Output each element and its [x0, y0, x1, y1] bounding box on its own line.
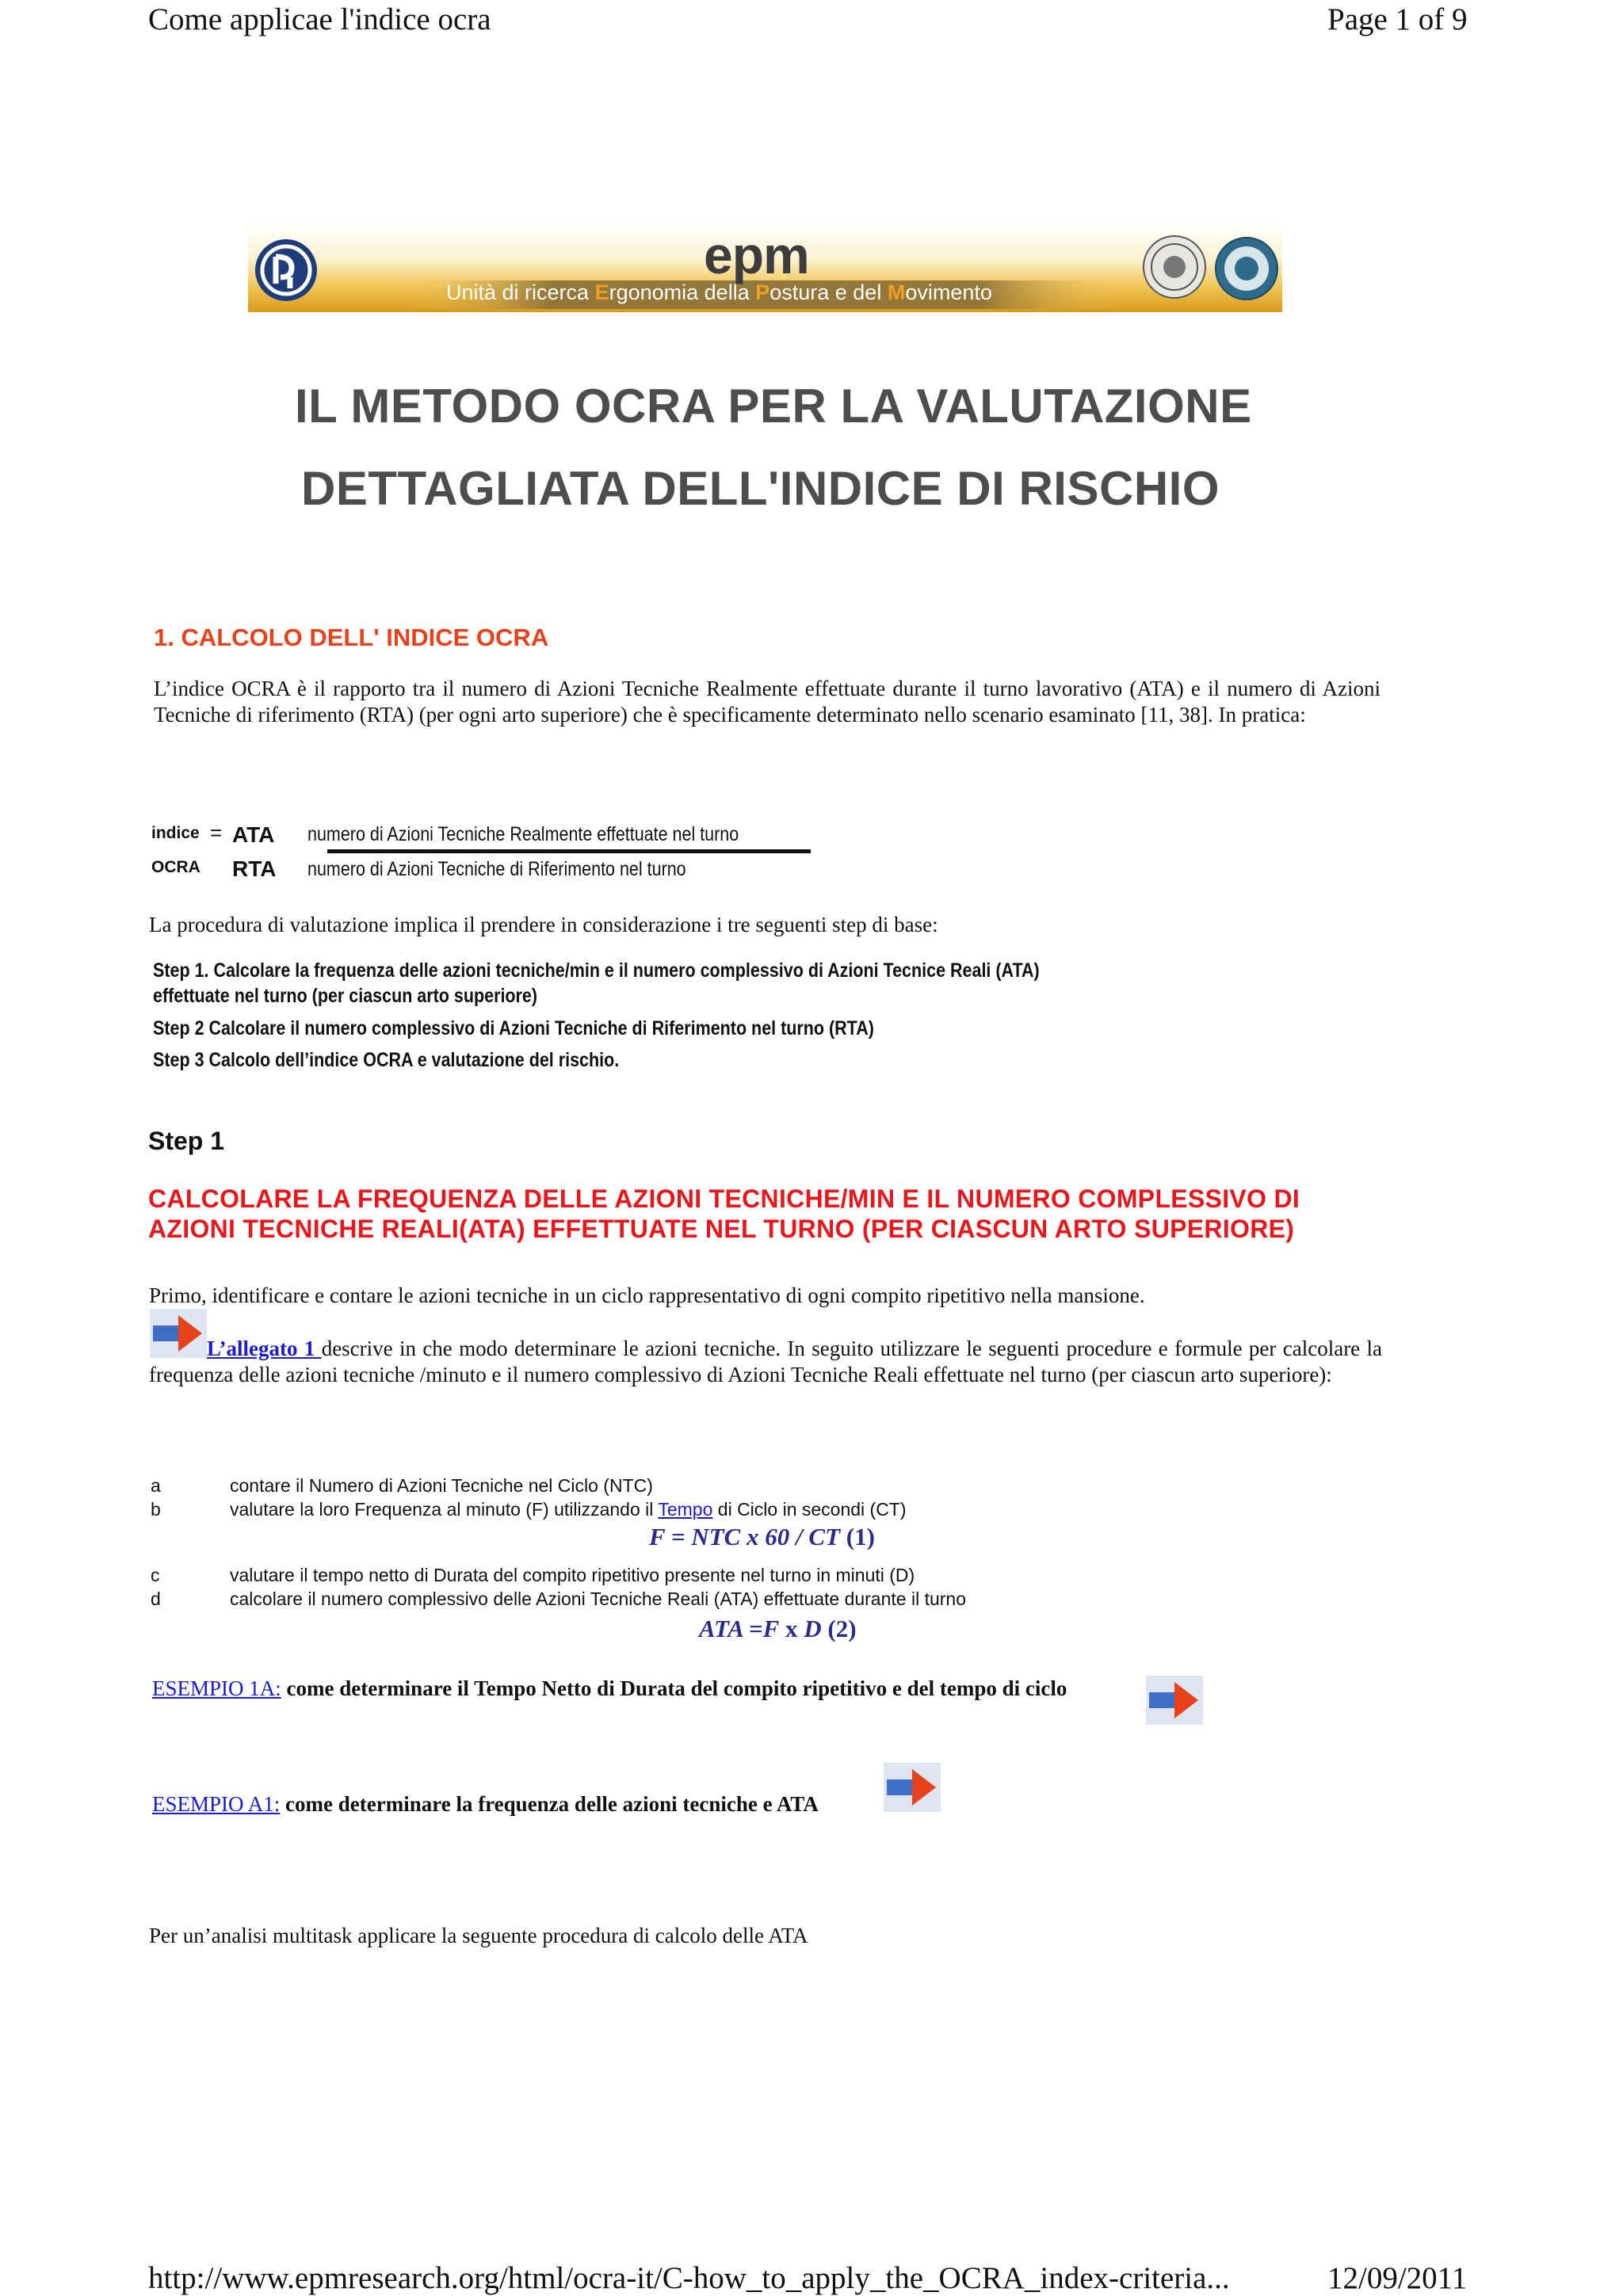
formula-denominator-description: numero di Azioni Tecniche di Riferimento nel turno — [307, 858, 686, 880]
print-header-title: Come applicae l'indice ocra — [148, 2, 491, 36]
step1-title-line1: CALCOLARE LA FREQUENZA DELLE AZIONI TECNICHE/MIN E IL NUMERO COMPLESSIVO DI — [148, 1184, 1300, 1213]
step-item: effettuate nel turno (per ciascun arto superiore) — [153, 985, 538, 1007]
epm-logo-text: epm — [704, 226, 809, 284]
allegato-1-link[interactable]: L’allegato 1 — [207, 1337, 322, 1360]
list-item — [230, 1589, 966, 1610]
document-title-line2: DETTAGLIATA DELL'INDICE DI RISCHIO — [301, 462, 1220, 515]
section-heading: 1. CALCOLO DELL' INDICE OCRA — [154, 624, 549, 651]
list-item-text: valutare la loro Frequenza al minuto (F) utilizzando il — [230, 1499, 659, 1520]
list-item — [230, 1475, 653, 1497]
arrow-right-icon[interactable] — [884, 1763, 941, 1812]
example-a1-line — [152, 1792, 819, 1817]
university-logo-icon — [254, 238, 319, 303]
allegato-description: descrive in che modo determinare le azioni tecniche. In seguito utilizzare le seguenti procedure e formule per calcolare la frequenza delle azioni tecniche /minuto e il numero complessivo di Azioni Tecniche Reali effettuate nel turno (per ciascun arto superiore): — [149, 1337, 1382, 1386]
print-footer-date: 12/09/2011 — [1327, 2261, 1468, 2295]
subtitle-initial: E — [594, 280, 609, 304]
formula-expression: D — [804, 1615, 822, 1642]
list-item — [230, 1565, 915, 1586]
subtitle-part: Unità di ricerca — [446, 280, 595, 304]
step-item: Step 1. Calcolare la frequenza delle azioni tecniche/min e il numero complessivo di Azioni Tecnice Reali (ATA) — [153, 959, 1040, 982]
esempio-1a-link[interactable]: ESEMPIO 1A: — [152, 1676, 281, 1700]
print-header-page-info: Page 1 of 9 — [1327, 2, 1468, 36]
formula-label-ocra: OCRA — [151, 858, 200, 876]
subtitle-part: ostura e del — [769, 280, 888, 304]
example-a1-text: come determinare la frequenza delle azioni tecniche e ATA — [280, 1792, 819, 1816]
step-item: Step 2 Calcolare il numero complessivo di Azioni Tecniche di Riferimento nel turno (RTA) — [153, 1017, 874, 1039]
subtitle-part: rgonomia della — [609, 280, 756, 304]
formula-frequency — [649, 1523, 875, 1551]
subtitle-initial: P — [755, 280, 770, 304]
formula-numerator-description: numero di Azioni Tecniche Realmente effettuate nel turno — [307, 823, 739, 845]
multitask-paragraph: Per un’analisi multitask applicare la seguente procedura di calcolo delle ATA — [149, 1924, 808, 1947]
subtitle-initial: M — [887, 280, 906, 304]
esempio-a1-link[interactable]: ESEMPIO A1: — [152, 1792, 281, 1816]
formula-ata — [699, 1615, 857, 1643]
list-letter: a — [151, 1475, 161, 1496]
step1-title-line2: AZIONI TECNICHE REALI(ATA) EFFETTUATE NEL TURNO (PER CIASCUN ARTO SUPERIORE) — [148, 1215, 1295, 1243]
formula-denominator: RTA — [232, 856, 277, 881]
formula-number: (1) — [840, 1523, 875, 1550]
print-footer-url: http://www.epmresearch.org/html/ocra-it/C-how_to_apply_the_OCRA_index-criteria... — [148, 2261, 1230, 2295]
formula-expression: F = NTC x 60 / CT — [649, 1523, 841, 1550]
arrow-right-icon[interactable] — [1146, 1676, 1203, 1725]
formula-label-indice: indice — [151, 824, 200, 842]
list-letter: d — [151, 1589, 161, 1609]
formula-numerator: ATA — [232, 822, 275, 847]
list-item-text: contare il Numero di Azioni Tecniche nel Ciclo (NTC) — [230, 1475, 653, 1496]
formula-expression: ATA =F — [699, 1615, 780, 1642]
banner-subtitle — [446, 280, 992, 305]
list-letter: b — [151, 1499, 161, 1520]
list-item-text: di Ciclo in secondi (CT) — [712, 1499, 907, 1520]
step1-heading: Step 1 — [148, 1127, 225, 1155]
list-item — [230, 1499, 907, 1520]
document-title-line1: IL METODO OCRA PER LA VALUTAZIONE — [295, 379, 1252, 433]
list-letter: c — [151, 1565, 160, 1585]
seal-icon — [1214, 236, 1279, 301]
list-item-text: calcolare il numero complessivo delle Azioni Tecniche Reali (ATA) effettuate durante il turno — [230, 1589, 966, 1609]
seal-icon — [1142, 235, 1207, 299]
formula-operator: x — [779, 1615, 804, 1642]
intro-paragraph: L’indice OCRA è il rapporto tra il numero di Azioni Tecniche Realmente effettuate durante il turno lavorativo (ATA) e il numero di Azioni Tecniche di riferimento (RTA) (per ogni arto superiore) che è specificamente determinato nello scenario esaminato [11, 38]. In pratica: — [154, 677, 1381, 727]
example-1a-line — [152, 1676, 1067, 1701]
procedure-intro: La procedura di valutazione implica il prendere in considerazione i tre seguenti step di base: — [149, 913, 938, 936]
formula-equals: = — [210, 821, 223, 845]
step1-paragraph: Primo, identificare e contare le azioni tecniche in un ciclo rappresentativo di ogni compito ripetitivo nella mansione. — [149, 1283, 1145, 1307]
subtitle-part: ovimento — [905, 280, 992, 304]
formula-number: (2) — [821, 1615, 857, 1642]
step-item: Step 3 Calcolo dell’indice OCRA e valutazione del rischio. — [153, 1049, 620, 1071]
tempo-link[interactable]: Tempo — [658, 1499, 713, 1520]
example-1a-text: come determinare il Tempo Netto di Durata del compito ripetitivo e del tempo di ciclo — [281, 1676, 1067, 1700]
fraction-bar — [327, 849, 811, 853]
allegato-paragraph — [149, 1336, 1382, 1388]
list-item-text: valutare il tempo netto di Durata del compito ripetitivo presente nel turno in minuti (D) — [230, 1565, 915, 1585]
